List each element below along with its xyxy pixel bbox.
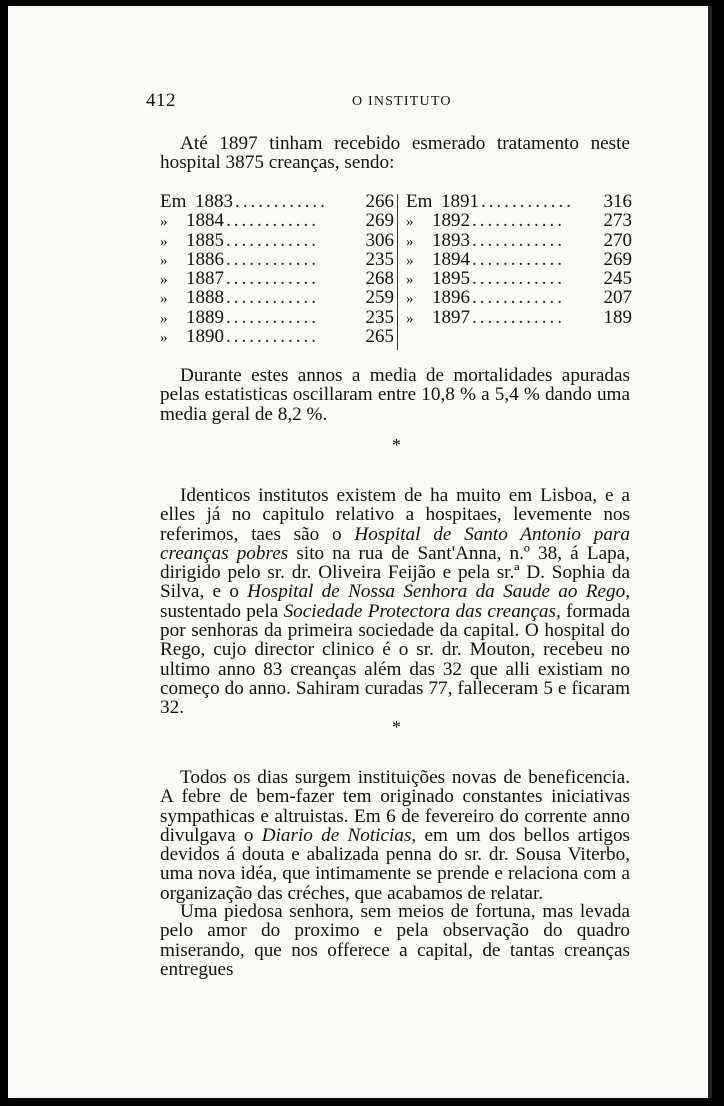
table-row [160, 231, 394, 250]
row-prefix: » [160, 214, 168, 231]
dot-leader: ............ [226, 249, 319, 270]
row-prefix: » [160, 233, 168, 250]
mortality-paragraph: Durante estes annos a media de mortalidades apuradas pelas estatisticas oscillaram entre 10,8 % a 5,4 % dando uma media geral de 8,2 %. [160, 365, 630, 425]
dot-leader: ............ [226, 327, 319, 347]
table-row [160, 211, 394, 230]
row-prefix: » [160, 291, 168, 308]
pious-lady-paragraph: Uma piedosa senhora, sem meios de fortuna, mas levada pelo amor do proximo e pela observação do quadro miserando, que nos offerece a capital, de tantas creanças entregues [160, 901, 630, 980]
book-page [8, 6, 712, 1098]
table-row [160, 288, 394, 307]
row-count: 235 [365, 248, 394, 270]
dot-leader: ............ [226, 211, 319, 231]
dot-leader: ............ [472, 249, 565, 270]
row-prefix: Em [406, 191, 433, 212]
row-prefix: » [160, 310, 168, 327]
table-row [160, 327, 394, 346]
row-prefix: » [406, 310, 414, 327]
dot-leader: ............ [472, 307, 565, 328]
table-row [406, 211, 632, 230]
row-year: 1886 [186, 248, 224, 270]
hospital-name: Hospital de Santo Antonio para creanças pobres [160, 523, 630, 564]
table-row [160, 308, 394, 327]
row-prefix: » [406, 291, 414, 308]
row-year: 1896 [432, 287, 470, 309]
row-count: 269 [603, 248, 632, 270]
dot-leader: ............ [472, 269, 565, 289]
dot-leader: ............ [235, 192, 328, 212]
row-year: 1890 [186, 326, 224, 348]
paragraph-text: formada por senhoras da primeira sociedade da capital. O hospital do Rego, cujo director clinico é o sr. dr. Mouton, recebeu no ultimo anno 83 creanças além das 32 que alli existiam no começo do anno. Sahiram curadas 77, falleceram 5 e ficaram 32. [160, 600, 630, 719]
row-count: 235 [365, 306, 394, 328]
table-row [406, 269, 632, 288]
newspaper-name: Diario de Noticias, [261, 824, 417, 846]
running-head: O INSTITUTO [352, 94, 452, 109]
table-row [160, 192, 394, 211]
dot-leader: ............ [226, 269, 319, 289]
paragraph-text: em um dos bellos artigos devidos á douta e abalizada penna do sr. dr. Sousa Viterbo, uma nova idéa, que intimamente se prende e relaciona com a organização das créches, que acabamos de relatar. [160, 824, 631, 904]
section-separator: * [392, 717, 401, 737]
society-name: Sociedade Protectora das creanças, [283, 600, 561, 622]
row-year: 1897 [432, 306, 470, 328]
row-prefix: » [160, 330, 168, 347]
dot-leader: ............ [472, 211, 565, 231]
row-count: 268 [365, 268, 394, 290]
hospital-name: Hospital de Nossa Senhora da Saude ao Rego, [247, 581, 630, 603]
table-row [406, 308, 632, 327]
table-column-left [160, 192, 394, 346]
row-year: 1888 [186, 287, 224, 309]
row-count: 316 [603, 191, 632, 212]
row-count: 259 [365, 287, 394, 309]
row-year: 1884 [186, 210, 224, 232]
row-year: 1895 [432, 268, 470, 290]
row-count: 207 [603, 287, 632, 309]
row-year: 1883 [195, 191, 233, 212]
row-prefix: » [406, 214, 414, 231]
row-year: 1893 [432, 229, 470, 251]
section-separator: * [392, 435, 401, 455]
row-year: 1887 [186, 268, 224, 290]
column-divider [397, 194, 398, 350]
row-year: 1891 [441, 191, 479, 212]
dot-leader: ............ [472, 230, 565, 250]
row-count: 269 [365, 210, 394, 232]
page-header [146, 90, 630, 114]
paragraph-text: Identicos institutos existem de ha muito em Lisboa, e a elles já no capitulo relativo a hospitaes, levemente nos referimos, taes são o [160, 485, 630, 545]
table-row [406, 192, 632, 211]
dot-leader: ............ [226, 307, 319, 328]
paragraph-text: sustentado pela [160, 600, 284, 622]
row-count: 273 [603, 210, 632, 232]
row-prefix: » [160, 252, 168, 269]
page-number: 412 [146, 90, 176, 111]
row-prefix: » [406, 252, 414, 269]
table-row [406, 231, 632, 250]
paragraph-text: sito na rua de Sant'Anna, n.º 38, á Lapa, dirigido pelo sr. dr. Oliveira Feijão e pela sr.ª D. Sophia da Silva, e o [160, 542, 630, 603]
table-row [160, 250, 394, 269]
table-row [406, 250, 632, 269]
row-count: 306 [365, 229, 394, 251]
row-year: 1894 [432, 248, 470, 270]
row-count: 270 [603, 229, 632, 251]
row-count: 245 [603, 268, 632, 290]
table-column-right [406, 192, 632, 327]
new-institutions-paragraph [160, 768, 630, 903]
row-prefix: » [160, 272, 168, 289]
row-count: 189 [603, 306, 632, 328]
table-row [406, 288, 632, 307]
row-year: 1889 [186, 306, 224, 328]
row-count: 265 [365, 326, 394, 348]
dot-leader: ............ [226, 288, 319, 308]
row-year: 1892 [432, 210, 470, 232]
row-prefix: » [406, 233, 414, 250]
paragraph-text: Todos os dias surgem instituições novas de beneficencia. A febre de bem-fazer tem originado constantes iniciativas sympathicas e altruistas. Em 6 de fevereiro do corrente anno divulgava o [160, 767, 630, 846]
dot-leader: ............ [226, 230, 319, 250]
table-row [160, 269, 394, 288]
institutes-paragraph [160, 486, 630, 718]
row-count: 266 [365, 191, 394, 212]
row-prefix: » [406, 272, 414, 289]
row-year: 1885 [186, 229, 224, 251]
dot-leader: ............ [481, 192, 574, 212]
row-prefix: Em [160, 191, 187, 212]
intro-paragraph: Até 1897 tinham recebido esmerado tratamento neste hospital 3875 creanças, sendo: [160, 133, 630, 174]
dot-leader: ............ [472, 288, 565, 308]
